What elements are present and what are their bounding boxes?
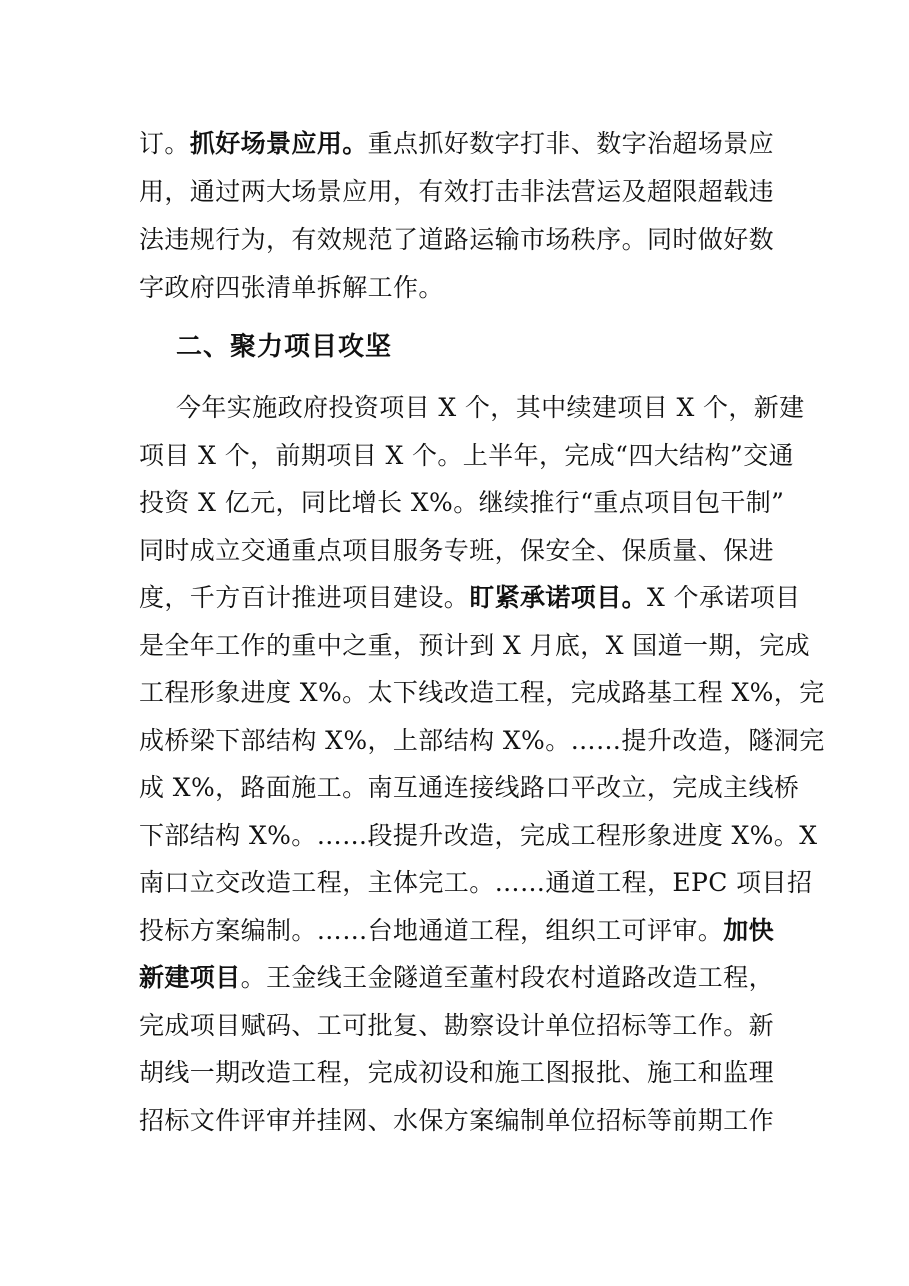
bold-run: 加快 (723, 915, 775, 945)
text-run: 成桥梁下部结构 X%，上部结构 X%。……提升改造，隧洞完 (139, 725, 825, 755)
text-line (139, 120, 779, 168)
text-line (139, 527, 779, 575)
text-line (139, 764, 800, 812)
text-run: 工程形象进度 X%。太下线改造工程，完成路基工程 X%，完 (139, 678, 825, 707)
text-line (139, 574, 801, 622)
text-run: 法违规行为，有效规范了道路运输市场秩序。同时做好数 (139, 225, 775, 254)
bold-run: 抓好场景应用。 (189, 129, 368, 158)
text-line (139, 812, 818, 860)
text-run: 度，千方百计推进项目建设。 (139, 583, 470, 612)
text-line (139, 669, 825, 717)
text-line (139, 907, 779, 955)
text-run: 同时成立交通重点项目服务专班，保安全、保质量、保进 (139, 535, 775, 565)
text-run: 是全年工作的重中之重，预计到 X 月底，X 国道一期，完成 (139, 630, 811, 660)
bold-run: 盯紧承诺项目。 (469, 583, 648, 612)
text-run: 南口立交改造工程，主体完工。……通道工程，EPC 项目招 (139, 868, 813, 897)
text-run: 胡线一期改造工程，完成初设和施工图报批、施工和监理 (139, 1058, 775, 1087)
text-run: 投资 X 亿元，同比增长 X%。继续推行“重点项目包干制” (139, 488, 785, 517)
text-line (139, 1049, 779, 1097)
text-run: X 个承诺项目 (647, 583, 801, 612)
text-line (139, 954, 779, 1002)
text-line (139, 264, 779, 312)
text-run: 下部结构 X%。……段提升改造，完成工程形象进度 X%。X (139, 820, 818, 850)
text-line (139, 168, 779, 216)
text-line (176, 384, 816, 432)
text-run: 完成项目赋码、工可批复、勘察设计单位招标等工作。新 (139, 1010, 775, 1040)
text-run: 成 X%，路面施工。南互通连接线路口平改立，完成主线桥 (139, 773, 800, 802)
text-run: 今年实施政府投资项目 X 个，其中续建项目 X 个，新建 (176, 393, 805, 422)
text-run: 重点抓好数字打非、数字治超场景应 (367, 129, 775, 158)
text-line (139, 216, 779, 264)
text-line (139, 859, 813, 907)
text-line (139, 717, 825, 765)
text-line (139, 432, 794, 480)
bold-run: 新建项目 (139, 963, 241, 992)
text-run: 。王金线王金隧道至董村段农村道路改造工程， (240, 963, 775, 992)
text-line (139, 1097, 779, 1145)
section-heading: 二、聚力项目攻坚 (176, 332, 393, 362)
text-line (139, 479, 785, 527)
text-run: 招标文件评审并挂网、水保方案编制单位招标等前期工作 (139, 1105, 775, 1135)
text-line (139, 622, 811, 670)
text-line (139, 1002, 779, 1050)
text-run: 项目 X 个，前期项目 X 个。上半年，完成“四大结构”交通 (139, 440, 794, 470)
text-run: 订。 (139, 129, 190, 158)
text-run: 用，通过两大场景应用，有效打击非法营运及超限超载违 (139, 177, 775, 206)
text-run: 投标方案编制。……台地通道工程，组织工可评审。 (139, 915, 724, 945)
text-run: 字政府四张清单拆解工作。 (139, 273, 444, 302)
